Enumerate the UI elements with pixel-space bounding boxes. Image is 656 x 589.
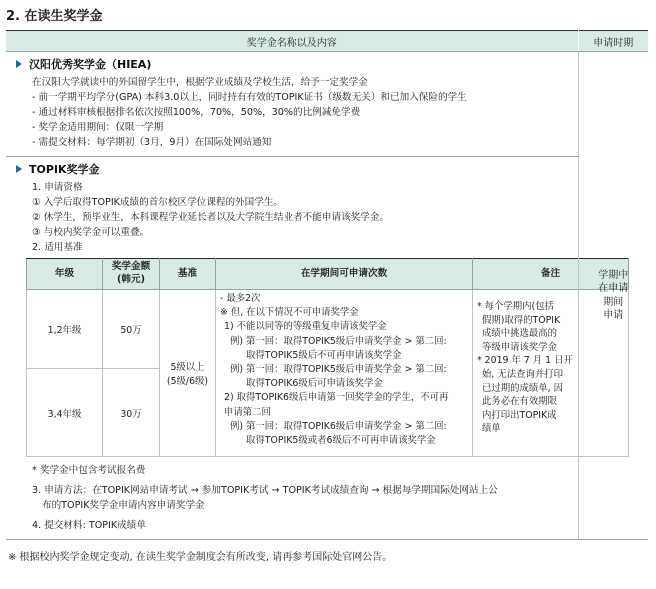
hiea-heading bbox=[16, 58, 578, 72]
note-line: * 2019 年 7 月 1 日开 bbox=[477, 355, 573, 367]
topik-criteria-table bbox=[26, 258, 629, 457]
note-line: 此务必在有效期限 bbox=[482, 396, 558, 408]
note-line: 绩单 bbox=[482, 423, 501, 435]
condition-line: - 最多2次 bbox=[220, 293, 261, 304]
condition-line: 例) 第一回：取得TOPIK5级后申请奖学金 > 第二回: bbox=[230, 335, 447, 347]
period-line: 在申请 bbox=[598, 283, 629, 294]
condition-line: 1) 不能以同等的等级重复申请该奖学金 bbox=[224, 321, 387, 333]
amount-header-line: 奖学金额 bbox=[111, 261, 151, 273]
note-header: 备注 bbox=[473, 259, 629, 290]
triangle-bullet-icon bbox=[16, 60, 22, 68]
grade-cell: 1,2年级 bbox=[27, 290, 103, 369]
criteria-header-row bbox=[27, 259, 629, 290]
topik-heading-text: TOPIK奖学金 bbox=[29, 163, 100, 176]
note-line: 假期)取得的TOPIK bbox=[482, 314, 561, 326]
hiea-section bbox=[6, 52, 578, 157]
note-line: 等级申请该奖学金 bbox=[482, 341, 558, 353]
note-line: 内打印出TOPIK成 bbox=[482, 409, 557, 421]
condition-line: 取得TOPIK6级后可申请该奖学金 bbox=[246, 378, 383, 390]
triangle-bullet-icon bbox=[16, 165, 22, 173]
grade-cell: 3,4年级 bbox=[27, 369, 103, 457]
hiea-row bbox=[6, 52, 648, 157]
hiea-heading-text: 汉阳优秀奖学金（HIEA) bbox=[29, 58, 152, 71]
topik-line: ③ 与校内奖学金可以重叠。 bbox=[32, 227, 150, 238]
table-header-row bbox=[6, 31, 648, 52]
condition-line: 例) 第一回：取得TOPIK6级后申请奖学金 > 第二回: bbox=[230, 420, 447, 432]
period-line: 申请 bbox=[603, 310, 624, 321]
topik-after-line: 4. 提交材料: TOPIK成绩单 bbox=[32, 520, 146, 531]
amount-cell: 50万 bbox=[103, 290, 160, 369]
table-row bbox=[27, 290, 629, 369]
topik-line: 1. 申请资格 bbox=[32, 182, 83, 193]
topik-after-line: 3. 申请方法：在TOPIK网站申请考试 → 参加TOPIK考试 → TOPIK考试成绩查询 → 根据每学期国际处网站上公 bbox=[32, 485, 498, 496]
hiea-line: - 通过材料审核根据排名依次按照100%，70%，50%，30%的比例减免学费 bbox=[32, 107, 361, 118]
count-header: 在学期间可申请次数 bbox=[216, 259, 473, 290]
topik-after-line: 布的TOPIK奖学金申请内容申请奖学金 bbox=[42, 500, 205, 511]
period-line: 学期中 bbox=[598, 269, 629, 281]
amount-header bbox=[103, 259, 160, 290]
page-title: 2. 在读生奖学金 bbox=[6, 9, 103, 24]
condition-line: 2) 取得TOPIK6级后申请第一回奖学金的学生，不可再 bbox=[224, 392, 449, 404]
standard-line: 5级以上 bbox=[170, 362, 205, 373]
condition-line: ※ 但, 在以下情况不可申请奖学金 bbox=[220, 307, 359, 319]
topik-heading bbox=[16, 163, 578, 177]
standard-line: (5级/6级) bbox=[166, 376, 209, 387]
header-period: 申请时期 bbox=[578, 31, 648, 52]
hiea-line: - 需提交材料：每学期初（3月，9月）在国际处网站通知 bbox=[32, 137, 272, 148]
note-line: * 每个学期内(包括 bbox=[477, 301, 554, 312]
topik-line: ① 入学后取得TOPIK成绩的首尔校区学位课程的外国学生。 bbox=[32, 197, 284, 208]
header-name-content: 奖学金名称以及内容 bbox=[6, 31, 578, 52]
topik-section bbox=[6, 157, 578, 540]
condition-line: 申请第二回 bbox=[224, 406, 271, 418]
topik-after-line: * 奖学金中包含考试报名费 bbox=[32, 465, 146, 476]
condition-line: 取得TOPIK5级或者6级后不可再申请该奖学金 bbox=[246, 434, 436, 446]
topik-line: 2. 适用基准 bbox=[32, 242, 83, 253]
hiea-line: 在汉阳大学就读中的外国留学生中，根据学业成绩及学校生活，给予一定奖学金 bbox=[32, 77, 368, 88]
amount-cell: 30万 bbox=[103, 369, 160, 457]
condition-line: 取得TOPIK5级后不可再申请该奖学金 bbox=[246, 349, 402, 361]
topik-line: ② 休学生，预毕业生，本科课程学业延长者以及大学院生结业者不能申请该奖学金。 bbox=[32, 212, 390, 223]
standard-cell bbox=[160, 290, 216, 457]
grade-header: 年级 bbox=[27, 259, 103, 290]
note-line: 已过期的成绩单, 因 bbox=[482, 382, 563, 394]
hiea-line: - 奖学金适用期间：仅限一学期 bbox=[32, 122, 164, 133]
note-line: 成绩中挑选最高的 bbox=[482, 328, 558, 340]
note-line: 始, 无法查询并打印 bbox=[482, 368, 563, 380]
hiea-line: - 前一学期平均学分(GPA) 本科3.0以上，同时持有有效的TOPIK证书（级数无关）和已加入保险的学生 bbox=[32, 92, 467, 103]
conditions-cell bbox=[216, 290, 473, 457]
amount-header-line: (韩元) bbox=[117, 274, 145, 285]
period-line: 期间 bbox=[603, 296, 624, 308]
standard-header: 基准 bbox=[160, 259, 216, 290]
condition-line: 例) 第一回：取得TOPIK5级后申请奖学金 > 第二回: bbox=[230, 363, 447, 375]
scholarship-table bbox=[6, 30, 648, 540]
footnote: ※ 根据校内奖学金规定变动, 在读生奖学金制度会有所改变, 请再参考国际处官网公告。 bbox=[8, 552, 393, 563]
topik-row bbox=[6, 157, 648, 540]
